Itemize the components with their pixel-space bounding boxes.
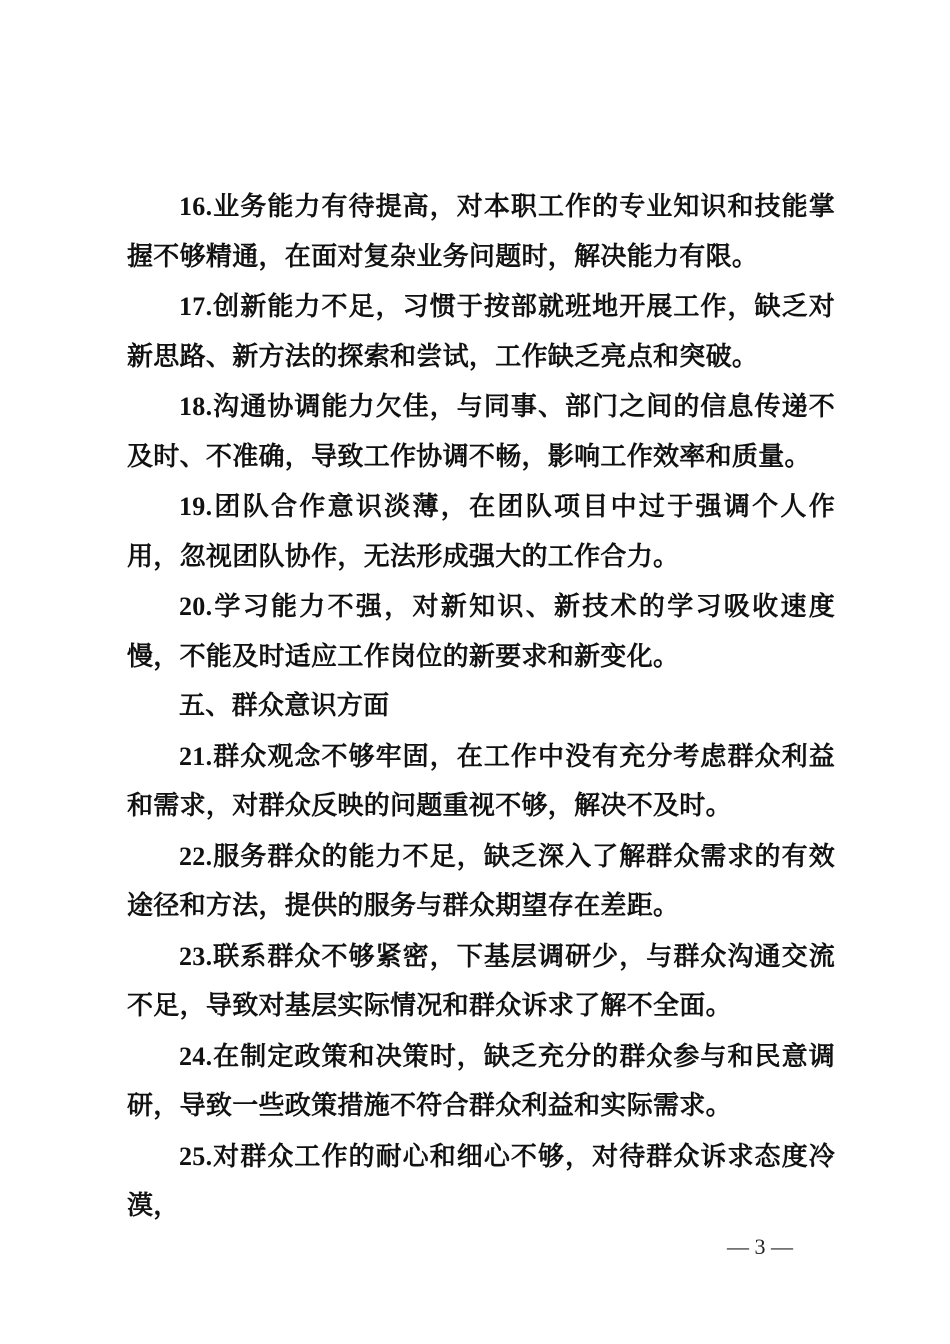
item-number: 17. (179, 292, 213, 321)
item-text: 沟通协调能力欠佳，与同事、部门之间的信息传递不及时、不准确，导致工作协调不畅，影响工作效率和质量。 (127, 392, 835, 472)
item-text: 联系群众不够紧密，下基层调研少，与群众沟通交流不足，导致对基层实际情况和群众诉求了解不全面。 (127, 941, 835, 1021)
paragraph-item-24 (127, 1032, 835, 1132)
item-text: 学习能力不强，对新知识、新技术的学习吸收速度慢，不能及时适应工作岗位的新要求和新变化。 (127, 592, 835, 672)
item-number: 19. (179, 492, 213, 521)
paragraph-item-18 (127, 382, 835, 482)
paragraph-item-23 (127, 932, 835, 1032)
item-number: 23. (179, 941, 213, 971)
paragraph-item-17 (127, 282, 835, 382)
paragraph-item-21 (127, 732, 835, 832)
item-text: 业务能力有待提高，对本职工作的专业知识和技能掌握不够精通，在面对复杂业务问题时，解决能力有限。 (127, 192, 835, 272)
item-number: 22. (179, 841, 213, 871)
section-heading: 五、群众意识方面 (179, 691, 390, 721)
item-text: 对群众工作的耐心和细心不够，对待群众诉求态度冷漠， (127, 1141, 835, 1221)
item-number: 21. (179, 741, 213, 771)
page-number: — 3 — (727, 1234, 793, 1259)
item-text: 团队合作意识淡薄，在团队项目中过于强调个人作用，忽视团队协作，无法形成强大的工作合力。 (127, 492, 835, 572)
paragraph-item-16 (127, 182, 835, 282)
paragraph-item-20 (127, 582, 835, 682)
item-text: 创新能力不足，习惯于按部就班地开展工作，缺乏对新思路、新方法的探索和尝试，工作缺乏亮点和突破。 (127, 292, 835, 372)
item-number: 18. (179, 392, 213, 421)
paragraph-item-19 (127, 482, 835, 582)
paragraph-item-25 (127, 1132, 835, 1232)
item-text: 服务群众的能力不足，缺乏深入了解群众需求的有效途径和方法，提供的服务与群众期望存在差距。 (127, 841, 835, 921)
item-number: 25. (179, 1141, 213, 1171)
item-text: 群众观念不够牢固，在工作中没有充分考虑群众利益和需求，对群众反映的问题重视不够，解决不及时。 (127, 741, 835, 821)
item-number: 24. (179, 1041, 213, 1071)
paragraph-item-22 (127, 832, 835, 932)
item-text: 在制定政策和决策时，缺乏充分的群众参与和民意调研，导致一些政策措施不符合群众利益和实际需求。 (127, 1041, 835, 1121)
item-number: 20. (179, 592, 213, 621)
item-number: 16. (179, 192, 213, 221)
document-body (127, 182, 835, 1232)
